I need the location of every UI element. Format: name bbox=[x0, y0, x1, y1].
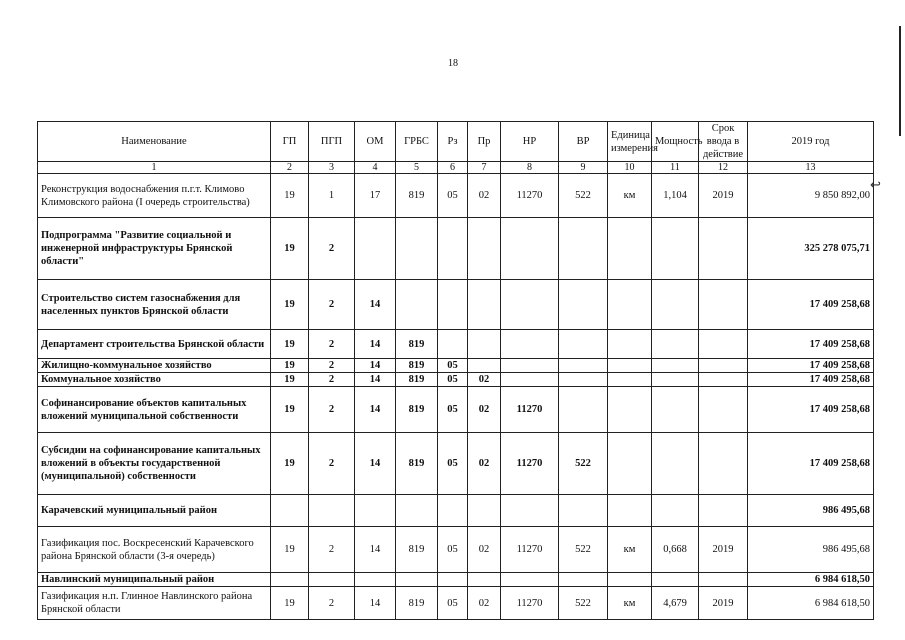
grbs-cell: 819 bbox=[396, 587, 438, 620]
amount-cell: 6 984 618,50 bbox=[748, 573, 874, 587]
col-header-vr: ВР bbox=[559, 122, 608, 162]
table-row bbox=[38, 359, 874, 373]
col-number: 12 bbox=[699, 162, 748, 174]
rz-cell: 05 bbox=[438, 387, 468, 433]
year-cell bbox=[699, 387, 748, 433]
vr-cell bbox=[559, 495, 608, 527]
amount-cell: 986 495,68 bbox=[748, 527, 874, 573]
row-name: Софинансирование объектов капитальных вложений муниципальной собственности bbox=[38, 387, 271, 433]
amount-cell: 6 984 618,50 bbox=[748, 587, 874, 620]
grbs-cell bbox=[396, 573, 438, 587]
col-number: 5 bbox=[396, 162, 438, 174]
col-header-amount: 2019 год bbox=[748, 122, 874, 162]
gp-cell: 19 bbox=[271, 280, 309, 330]
power-cell: 1,104 bbox=[652, 174, 699, 218]
om-cell: 17 bbox=[355, 174, 396, 218]
col-number: 13 bbox=[748, 162, 874, 174]
pgp-cell: 2 bbox=[309, 330, 355, 359]
rz-cell bbox=[438, 218, 468, 280]
col-header-pr: Пр bbox=[468, 122, 501, 162]
gp-cell: 19 bbox=[271, 373, 309, 387]
vr-cell bbox=[559, 373, 608, 387]
table-row bbox=[38, 174, 874, 218]
vr-cell: 522 bbox=[559, 587, 608, 620]
scan-edge-mark bbox=[899, 26, 901, 136]
rz-cell: 05 bbox=[438, 373, 468, 387]
pgp-cell: 2 bbox=[309, 218, 355, 280]
col-header-name: Наименование bbox=[38, 122, 271, 162]
pr-cell bbox=[468, 280, 501, 330]
pr-cell bbox=[468, 218, 501, 280]
nr-cell bbox=[501, 373, 559, 387]
table-row bbox=[38, 373, 874, 387]
year-cell: 2019 bbox=[699, 174, 748, 218]
vr-cell: 522 bbox=[559, 174, 608, 218]
nr-cell bbox=[501, 280, 559, 330]
grbs-cell: 819 bbox=[396, 387, 438, 433]
vr-cell bbox=[559, 280, 608, 330]
col-header-gp: ГП bbox=[271, 122, 309, 162]
col-header-om: ОМ bbox=[355, 122, 396, 162]
col-header-grbs: ГРБС bbox=[396, 122, 438, 162]
year-cell bbox=[699, 280, 748, 330]
unit-cell bbox=[608, 218, 652, 280]
rz-cell: 05 bbox=[438, 433, 468, 495]
table-row bbox=[38, 433, 874, 495]
pgp-cell: 2 bbox=[309, 433, 355, 495]
year-cell: 2019 bbox=[699, 587, 748, 620]
grbs-cell: 819 bbox=[396, 433, 438, 495]
nr-cell: 11270 bbox=[501, 433, 559, 495]
col-number: 9 bbox=[559, 162, 608, 174]
nr-cell: 11270 bbox=[501, 387, 559, 433]
year-cell bbox=[699, 433, 748, 495]
gp-cell: 19 bbox=[271, 527, 309, 573]
vr-cell bbox=[559, 387, 608, 433]
amount-cell: 17 409 258,68 bbox=[748, 387, 874, 433]
vr-cell bbox=[559, 359, 608, 373]
table-row bbox=[38, 330, 874, 359]
year-cell bbox=[699, 573, 748, 587]
gp-cell: 19 bbox=[271, 174, 309, 218]
col-header-pgp: ПГП bbox=[309, 122, 355, 162]
gp-cell: 19 bbox=[271, 330, 309, 359]
unit-cell: км bbox=[608, 174, 652, 218]
pgp-cell: 2 bbox=[309, 587, 355, 620]
power-cell bbox=[652, 387, 699, 433]
om-cell: 14 bbox=[355, 527, 396, 573]
table-row bbox=[38, 527, 874, 573]
pr-cell: 02 bbox=[468, 373, 501, 387]
om-cell: 14 bbox=[355, 387, 396, 433]
year-cell: 2019 bbox=[699, 527, 748, 573]
col-number: 10 bbox=[608, 162, 652, 174]
power-cell: 0,668 bbox=[652, 527, 699, 573]
row-name: Строительство систем газоснабжения для населенных пунктов Брянской области bbox=[38, 280, 271, 330]
nr-cell bbox=[501, 218, 559, 280]
col-header-year: Срок ввода в действие bbox=[699, 122, 748, 162]
year-cell bbox=[699, 218, 748, 280]
pgp-cell: 2 bbox=[309, 387, 355, 433]
unit-cell bbox=[608, 280, 652, 330]
grbs-cell bbox=[396, 218, 438, 280]
column-number-row bbox=[38, 162, 874, 174]
gp-cell: 19 bbox=[271, 433, 309, 495]
col-number: 2 bbox=[271, 162, 309, 174]
nr-cell: 11270 bbox=[501, 527, 559, 573]
pgp-cell bbox=[309, 573, 355, 587]
gp-cell: 19 bbox=[271, 387, 309, 433]
row-name: Жилищно-коммунальное хозяйство bbox=[38, 359, 271, 373]
pgp-cell: 2 bbox=[309, 527, 355, 573]
amount-cell: 9 850 892,00 bbox=[748, 174, 874, 218]
om-cell: 14 bbox=[355, 280, 396, 330]
gp-cell bbox=[271, 573, 309, 587]
pr-cell: 02 bbox=[468, 174, 501, 218]
gp-cell: 19 bbox=[271, 587, 309, 620]
power-cell bbox=[652, 280, 699, 330]
amount-cell: 17 409 258,68 bbox=[748, 330, 874, 359]
year-cell bbox=[699, 330, 748, 359]
rz-cell: 05 bbox=[438, 587, 468, 620]
amount-cell: 17 409 258,68 bbox=[748, 280, 874, 330]
grbs-cell: 819 bbox=[396, 330, 438, 359]
nr-cell bbox=[501, 330, 559, 359]
table-row bbox=[38, 573, 874, 587]
nr-cell: 11270 bbox=[501, 587, 559, 620]
rz-cell bbox=[438, 495, 468, 527]
col-header-power: Мощность bbox=[652, 122, 699, 162]
col-number: 3 bbox=[309, 162, 355, 174]
pgp-cell bbox=[309, 495, 355, 527]
unit-cell bbox=[608, 433, 652, 495]
table-row bbox=[38, 280, 874, 330]
col-header-rz: Рз bbox=[438, 122, 468, 162]
gp-cell: 19 bbox=[271, 359, 309, 373]
om-cell bbox=[355, 573, 396, 587]
vr-cell: 522 bbox=[559, 527, 608, 573]
table-row bbox=[38, 587, 874, 620]
row-name: Карачевский муниципальный район bbox=[38, 495, 271, 527]
row-name: Субсидии на софинансирование капитальных вложений в объекты государственной (муниципальной) собственности bbox=[38, 433, 271, 495]
nr-cell bbox=[501, 573, 559, 587]
pgp-cell: 2 bbox=[309, 280, 355, 330]
om-cell: 14 bbox=[355, 587, 396, 620]
amount-cell: 986 495,68 bbox=[748, 495, 874, 527]
pgp-cell: 1 bbox=[309, 174, 355, 218]
col-number: 8 bbox=[501, 162, 559, 174]
rz-cell: 05 bbox=[438, 174, 468, 218]
amount-cell: 17 409 258,68 bbox=[748, 373, 874, 387]
nr-cell bbox=[501, 495, 559, 527]
grbs-cell: 819 bbox=[396, 359, 438, 373]
pr-cell: 02 bbox=[468, 433, 501, 495]
grbs-cell: 819 bbox=[396, 373, 438, 387]
unit-cell bbox=[608, 573, 652, 587]
grbs-cell bbox=[396, 495, 438, 527]
row-name: Подпрограмма "Развитие социальной и инженерной инфраструктуры Брянской области" bbox=[38, 218, 271, 280]
table-body bbox=[38, 174, 874, 620]
gp-cell: 19 bbox=[271, 218, 309, 280]
amount-cell: 325 278 075,71 bbox=[748, 218, 874, 280]
power-cell bbox=[652, 218, 699, 280]
year-cell bbox=[699, 495, 748, 527]
amount-cell: 17 409 258,68 bbox=[748, 433, 874, 495]
row-name: Газификация н.п. Глинное Навлинского района Брянской области bbox=[38, 587, 271, 620]
handwritten-tick-mark: ↩ bbox=[870, 178, 881, 193]
vr-cell bbox=[559, 330, 608, 359]
unit-cell bbox=[608, 373, 652, 387]
om-cell bbox=[355, 218, 396, 280]
power-cell bbox=[652, 359, 699, 373]
amount-cell: 17 409 258,68 bbox=[748, 359, 874, 373]
pr-cell bbox=[468, 495, 501, 527]
year-cell bbox=[699, 373, 748, 387]
power-cell: 4,679 bbox=[652, 587, 699, 620]
rz-cell: 05 bbox=[438, 527, 468, 573]
power-cell bbox=[652, 373, 699, 387]
rz-cell: 05 bbox=[438, 359, 468, 373]
power-cell bbox=[652, 433, 699, 495]
power-cell bbox=[652, 573, 699, 587]
col-header-nr: НР bbox=[501, 122, 559, 162]
unit-cell bbox=[608, 359, 652, 373]
row-name: Навлинский муниципальный район bbox=[38, 573, 271, 587]
pr-cell: 02 bbox=[468, 527, 501, 573]
rz-cell bbox=[438, 280, 468, 330]
om-cell: 14 bbox=[355, 433, 396, 495]
pr-cell: 02 bbox=[468, 387, 501, 433]
rz-cell bbox=[438, 330, 468, 359]
unit-cell bbox=[608, 387, 652, 433]
col-number: 7 bbox=[468, 162, 501, 174]
pgp-cell: 2 bbox=[309, 359, 355, 373]
gp-cell bbox=[271, 495, 309, 527]
row-name: Департамент строительства Брянской области bbox=[38, 330, 271, 359]
pr-cell bbox=[468, 330, 501, 359]
col-number: 11 bbox=[652, 162, 699, 174]
row-name: Коммунальное хозяйство bbox=[38, 373, 271, 387]
om-cell: 14 bbox=[355, 373, 396, 387]
row-name: Реконструкция водоснабжения п.г.т. Климово Климовского района (I очередь строительства) bbox=[38, 174, 271, 218]
om-cell: 14 bbox=[355, 330, 396, 359]
col-number: 6 bbox=[438, 162, 468, 174]
table-row bbox=[38, 218, 874, 280]
rz-cell bbox=[438, 573, 468, 587]
power-cell bbox=[652, 495, 699, 527]
vr-cell: 522 bbox=[559, 433, 608, 495]
nr-cell: 11270 bbox=[501, 174, 559, 218]
unit-cell: км bbox=[608, 587, 652, 620]
pr-cell bbox=[468, 359, 501, 373]
pr-cell: 02 bbox=[468, 587, 501, 620]
grbs-cell: 819 bbox=[396, 527, 438, 573]
vr-cell bbox=[559, 573, 608, 587]
vr-cell bbox=[559, 218, 608, 280]
budget-table bbox=[37, 121, 874, 620]
row-name: Газификация пос. Воскресенский Карачевского района Брянской области (3-я очередь) bbox=[38, 527, 271, 573]
unit-cell bbox=[608, 495, 652, 527]
power-cell bbox=[652, 330, 699, 359]
grbs-cell bbox=[396, 280, 438, 330]
grbs-cell: 819 bbox=[396, 174, 438, 218]
col-number: 4 bbox=[355, 162, 396, 174]
col-number: 1 bbox=[38, 162, 271, 174]
nr-cell bbox=[501, 359, 559, 373]
unit-cell bbox=[608, 330, 652, 359]
page-number: 18 bbox=[448, 58, 458, 69]
om-cell bbox=[355, 495, 396, 527]
om-cell: 14 bbox=[355, 359, 396, 373]
pr-cell bbox=[468, 573, 501, 587]
unit-cell: км bbox=[608, 527, 652, 573]
table-row bbox=[38, 387, 874, 433]
pgp-cell: 2 bbox=[309, 373, 355, 387]
header-row bbox=[38, 122, 874, 162]
table-row bbox=[38, 495, 874, 527]
col-header-unit: Единица измерения bbox=[608, 122, 652, 162]
year-cell bbox=[699, 359, 748, 373]
